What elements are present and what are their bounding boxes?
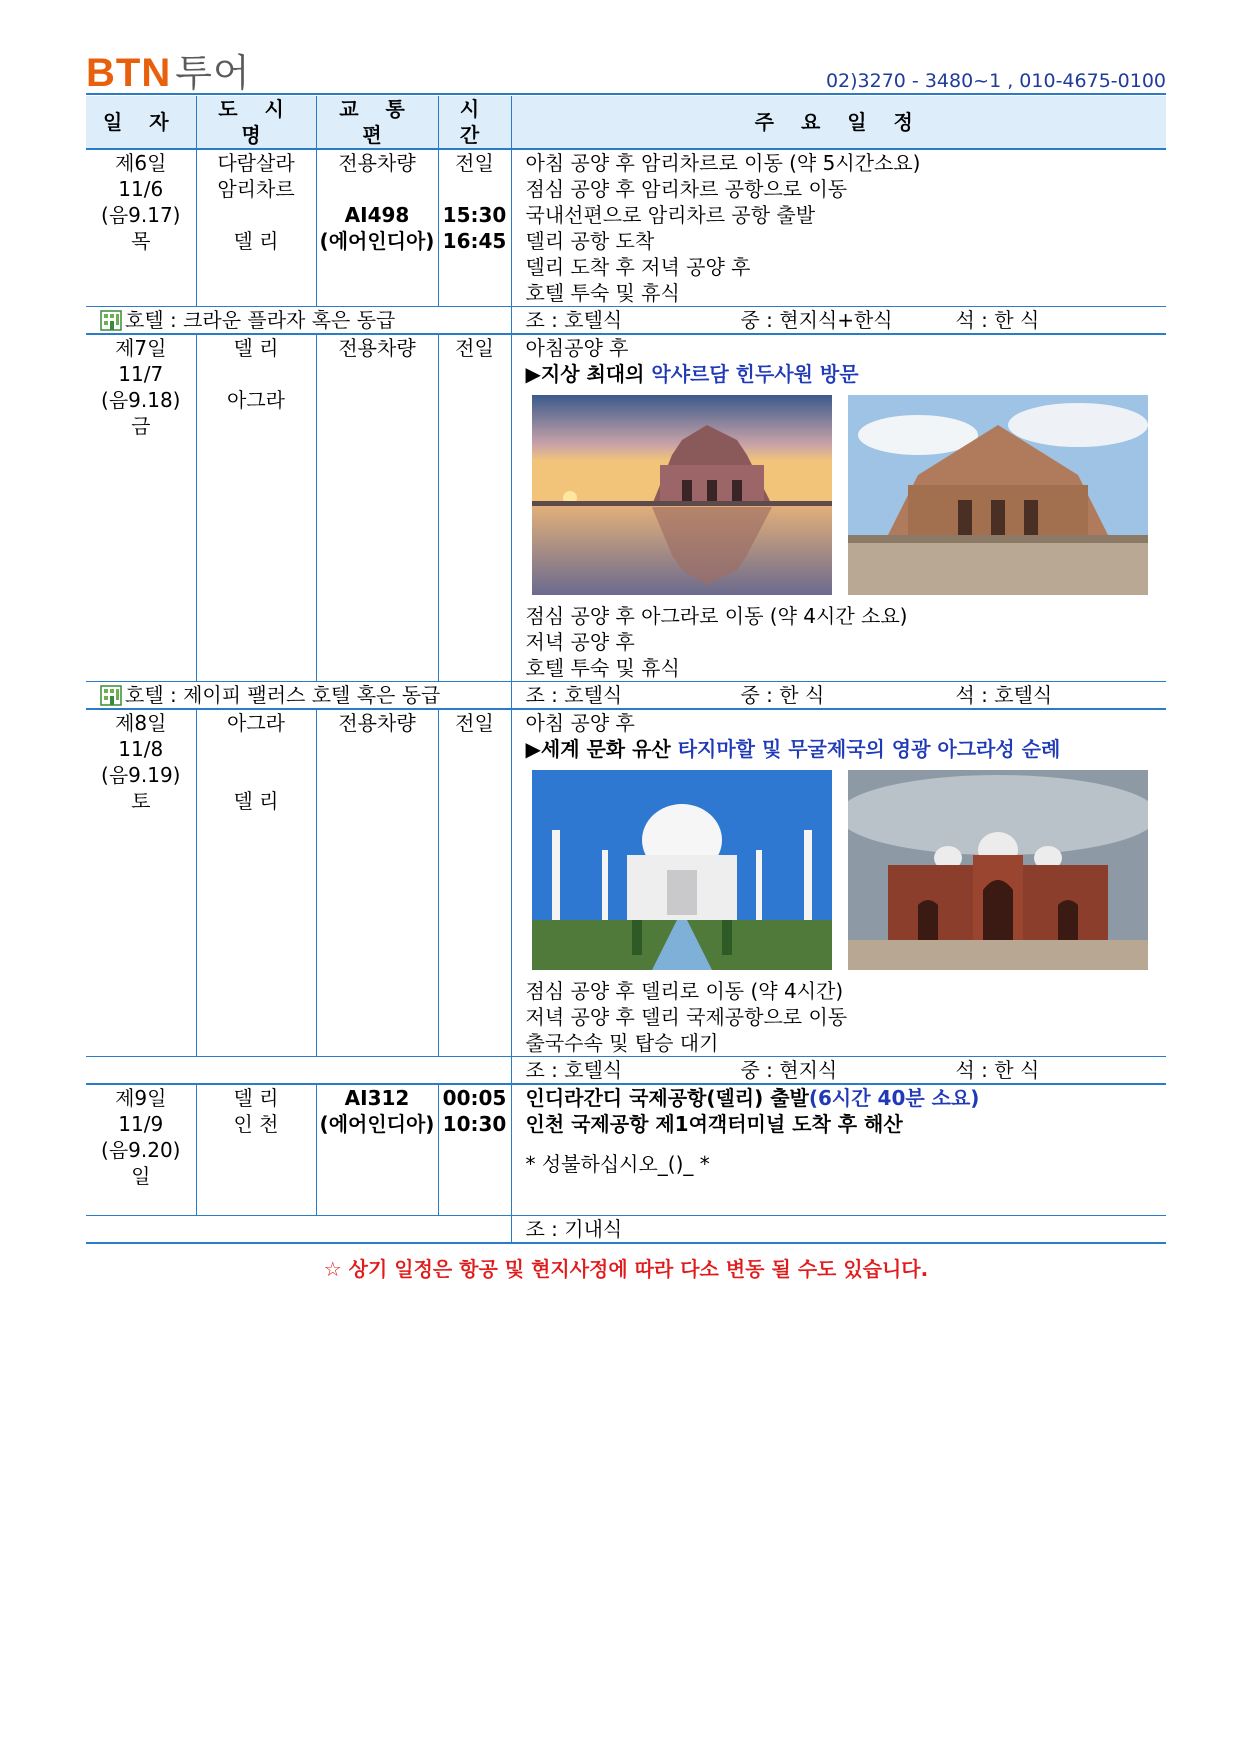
col-header-time: 시 간 [438,96,511,149]
transport-cell: AI312 (에어인디아) [316,1084,438,1216]
col-header-date: 일 자 [86,96,196,149]
day-cell: 제6일 11/6 (음9.17) 목 [86,149,196,307]
hotel-cell: 호텔 : 제이피 팰러스 호텔 혹은 동급 [86,682,511,710]
city-cell: 다람살라 암리차르 델 리 [196,149,316,307]
akshardham-front-photo [848,395,1148,595]
transport-cell: 전용차량 AI498 (에어인디아) [316,149,438,307]
day-cell: 제9일 11/9 (음9.20) 일 [86,1084,196,1216]
taj-mahal-photo [532,770,832,970]
hotel-cell-empty [86,1057,511,1085]
schedule-cell: 아침공양 후 ▶지상 최대의 악샤르담 힌두사원 방문 점심 공양 후 아그라로 이동 (약 4시간 소요) 저녁 공양 후 호텔 투숙 및 휴식 [511,334,1166,682]
table-row [86,307,1166,335]
hotel-cell: 호텔 : 크라운 플라자 혹은 동급 [86,307,511,335]
footer-note: ☆ 상기 일정은 항공 및 현지사정에 따라 다소 변동 될 수도 있습니다. [323,1257,929,1281]
city-cell: 아그라 델 리 [196,709,316,1057]
table-row [86,1084,1166,1216]
time-cell: 전일 [438,334,511,682]
transport-cell: 전용차량 [316,709,438,1057]
akshardham-sunset-photo [532,395,832,595]
col-header-schedule: 주 요 일 정 [511,96,1166,149]
time-cell: 00:05 10:30 [438,1084,511,1216]
page-header [86,52,1166,94]
table-row [86,149,1166,307]
schedule-cell: 인디라간디 국제공항(델리) 출발(6시간 40분 소요) 인천 국제공항 제1여객터미널 도착 후 해산 * 성불하십시오_()_ * [511,1084,1166,1216]
col-header-transport: 교 통 편 [316,96,438,149]
schedule-cell: 아침 공양 후 ▶세계 문화 유산 타지마할 및 무굴제국의 영광 아그라성 순례 점심 공양 후 델리로 이동 (약 4시간) 저녁 공양 후 델리 국제공항으로 이동 출국수속 및 탑승 대기 [511,709,1166,1057]
hotel-icon [100,684,122,706]
meals-cell: 조 : 호텔식 중 : 현지식 석 : 한 식 [511,1057,1166,1085]
day-cell: 제8일 11/8 (음9.19) 토 [86,709,196,1057]
red-mosque-photo [848,770,1148,970]
table-row [86,1057,1166,1085]
table-row [86,709,1166,1057]
meals-cell: 조 : 호텔식 중 : 한 식 석 : 호텔식 [511,682,1166,710]
meals-cell: 조 : 호텔식 중 : 현지식+한식 석 : 한 식 [511,307,1166,335]
table-row [86,682,1166,710]
schedule-cell: 아침 공양 후 암리차르로 이동 (약 5시간소요) 점심 공양 후 암리차르 공항으로 이동 국내선편으로 암리차르 공항 출발 델리 공항 도착 델리 도착 후 저녁 공양 후 호텔 투숙 및 휴식 [511,149,1166,307]
hotel-cell-empty [86,1216,511,1244]
table-row [86,334,1166,682]
header-rule [86,93,1166,95]
day-cell: 제7일 11/7 (음9.18) 금 [86,334,196,682]
col-header-city: 도 시 명 [196,96,316,149]
table-header [86,96,1166,149]
table-row [86,1216,1166,1244]
time-cell: 전일 15:30 16:45 [438,149,511,307]
hotel-icon [100,309,122,331]
city-cell: 델 리 아그라 [196,334,316,682]
itinerary-table [86,96,1166,1244]
phone-numbers: 02)3270 - 3480~1 , 010-4675-0100 [825,70,1166,92]
transport-cell: 전용차량 [316,334,438,682]
city-cell: 델 리 인 천 [196,1084,316,1216]
company-logo: BTN 투어 [86,51,251,95]
time-cell: 전일 [438,709,511,1057]
meals-cell: 조 : 기내식 [511,1216,1166,1244]
